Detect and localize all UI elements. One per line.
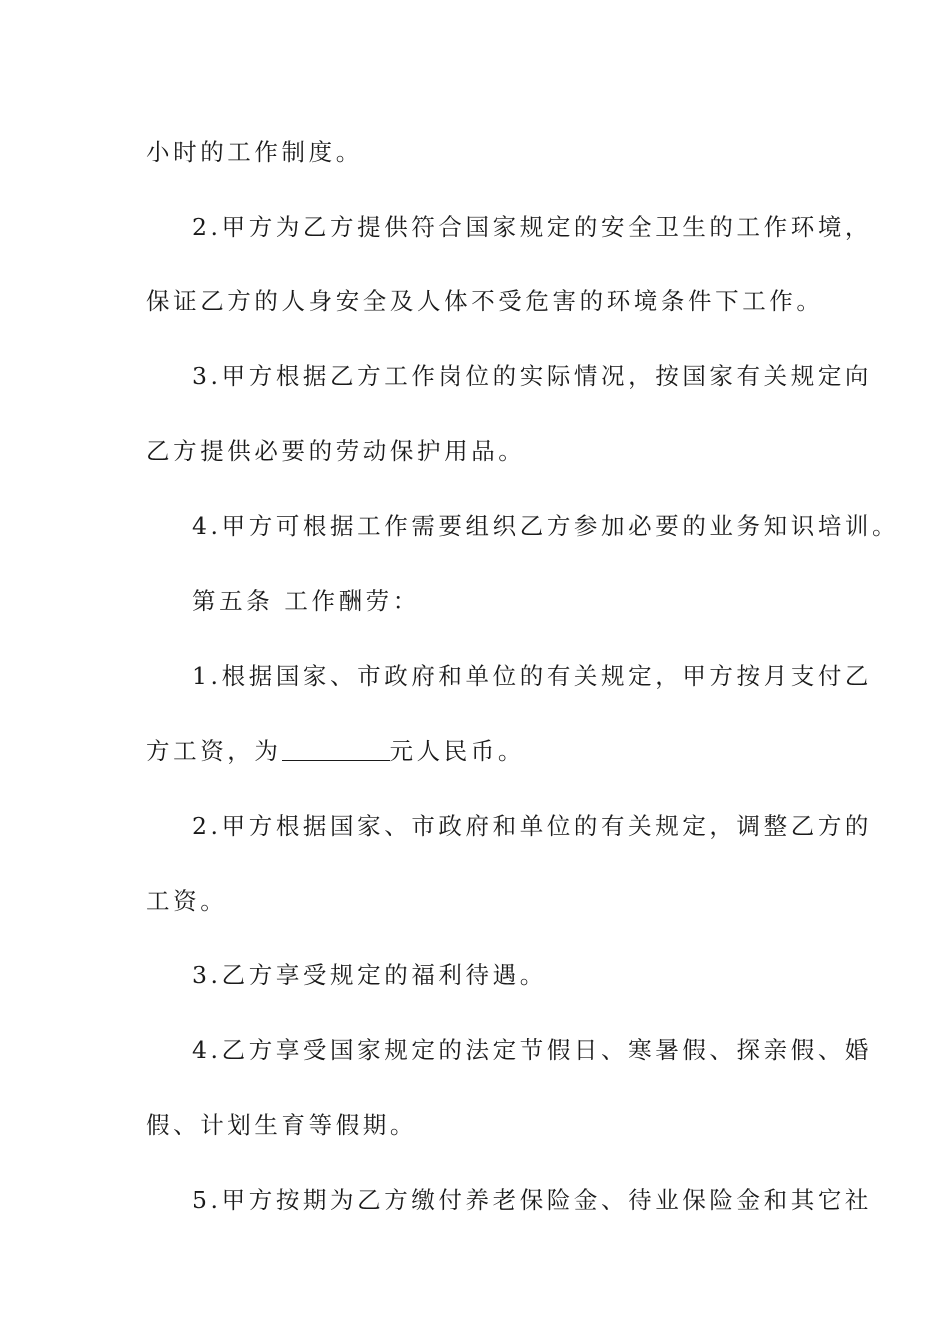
salary-text-before: 方工资，为 <box>146 737 282 765</box>
paragraph-line: 3.甲方根据乙方工作岗位的实际情况，按国家有关规定向 <box>192 362 873 390</box>
paragraph-line: 2.甲方根据国家、市政府和单位的有关规定，调整乙方的 <box>192 812 873 840</box>
paragraph-line: 4.乙方享受国家规定的法定节假日、寒暑假、探亲假、婚 <box>192 1036 873 1064</box>
paragraph-line: 工资。 <box>146 887 228 915</box>
paragraph-line: 假、计划生育等假期。 <box>146 1111 417 1139</box>
paragraph-line: 3.乙方享受规定的福利待遇。 <box>192 961 547 989</box>
salary-blank <box>282 738 390 761</box>
section-heading: 第五条 工作酬劳： <box>192 587 420 615</box>
paragraph-line: 保证乙方的人身安全及人体不受危害的环境条件下工作。 <box>146 287 824 315</box>
paragraph-line: 1.根据国家、市政府和单位的有关规定，甲方按月支付乙 <box>192 662 873 690</box>
salary-text-after: 元人民币。 <box>389 737 525 765</box>
paragraph-line: 小时的工作制度。 <box>146 138 363 166</box>
paragraph-line: 4.甲方可根据工作需要组织乙方参加必要的业务知识培训。 <box>192 512 900 540</box>
paragraph-line: 5.甲方按期为乙方缴付养老保险金、待业保险金和其它社 <box>192 1186 873 1214</box>
paragraph-line: 2.甲方为乙方提供符合国家规定的安全卫生的工作环境， <box>192 213 873 241</box>
paragraph-line <box>146 736 806 766</box>
paragraph-line: 乙方提供必要的劳动保护用品。 <box>146 437 526 465</box>
